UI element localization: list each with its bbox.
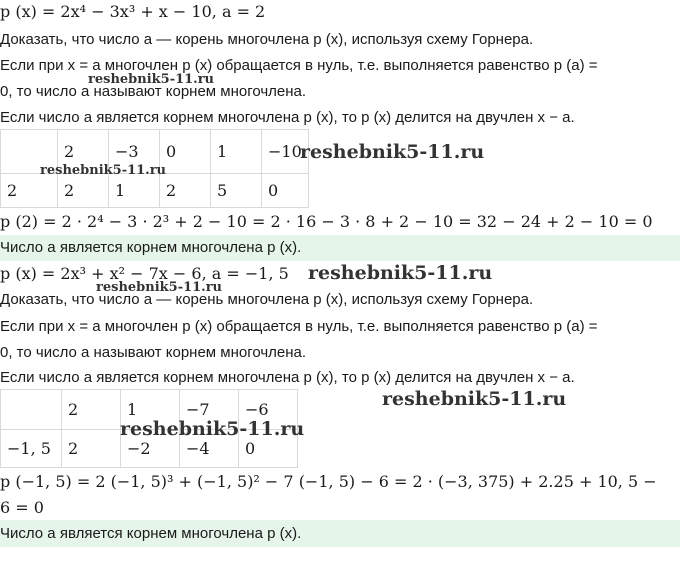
problem1-rule-line2: 0, то число a называют корнем многочлена. — [0, 83, 307, 100]
problem2-formula: p (x) = 2x³ + x² − 7x − 6, a = −1, 5 — [0, 264, 289, 283]
table-cell: −1, 5 — [1, 430, 62, 468]
table-cell: 5 — [211, 174, 262, 208]
watermark: reshebnik5-11.ru — [120, 418, 305, 440]
table-cell: 2 — [62, 430, 121, 468]
watermark: reshebnik5-11.ru — [96, 280, 223, 295]
table-cell: −7 — [180, 390, 239, 430]
problem1-rule-line1: Если при x = a многочлен p (x) обращается в нуль, т.е. выполняется равенство p (a) = — [0, 57, 598, 74]
table-cell: 1 — [211, 130, 262, 174]
problem2-check-line1: p (−1, 5) = 2 (−1, 5)³ + (−1, 5)² − 7 (−1, 5) − 6 = 2 · (−3, 375) + 2.25 + 10, 5 − — [0, 472, 657, 491]
problem2-rule-line2: 0, то число a называют корнем многочлена. — [0, 344, 307, 361]
table-cell: 2 — [58, 130, 109, 174]
table-cell: 1 — [121, 390, 180, 430]
table-cell: −3 — [109, 130, 160, 174]
problem2-task: Доказать, что число a — корень многочлена p (x), используя схему Горнера. — [0, 291, 534, 308]
problem2-divides: Если число a является корнем многочлена p (x), то p (x) делится на двучлен x − a. — [0, 369, 575, 386]
problem1-formula: p (x) = 2x⁴ − 3x³ + x − 10, a = 2 — [0, 2, 266, 21]
problem2-rule-line1: Если при x = a многочлен p (x) обращается в нуль, т.е. выполняется равенство p (a) = — [0, 318, 598, 335]
watermark: reshebnik5-11.ru — [40, 163, 167, 178]
table-cell — [1, 390, 62, 430]
problem1-check: p (2) = 2 · 2⁴ − 3 · 2³ + 2 − 10 = 2 · 16 − 3 · 8 + 2 − 10 = 32 − 24 + 2 − 10 = 0 — [0, 212, 653, 231]
watermark: reshebnik5-11.ru — [382, 388, 567, 410]
problem2-check-line2: 6 = 0 — [0, 498, 44, 517]
table-cell: 0 — [262, 174, 309, 208]
table-cell: 1 — [109, 174, 160, 208]
table-cell: −2 — [121, 430, 180, 468]
problem2-conclusion: Число a является корнем многочлена p (x). — [0, 525, 302, 542]
table-cell: 2 — [62, 390, 121, 430]
watermark: reshebnik5-11.ru — [88, 72, 215, 87]
watermark: reshebnik5-11.ru — [300, 141, 485, 163]
table-cell: 2 — [160, 174, 211, 208]
problem1-task: Доказать, что число a — корень многочлена p (x), используя схему Горнера. — [0, 31, 534, 48]
table-cell: 2 — [58, 174, 109, 208]
table-cell: −10 — [262, 130, 309, 174]
table-cell: 0 — [160, 130, 211, 174]
table-cell: −6 — [239, 390, 298, 430]
problem1-divides: Если число a является корнем многочлена p (x), то p (x) делится на двучлен x − a. — [0, 109, 575, 126]
table-cell: 0 — [239, 430, 298, 468]
problem1-conclusion: Число a является корнем многочлена p (x). — [0, 239, 302, 256]
table-cell: 2 — [1, 174, 58, 208]
watermark: reshebnik5-11.ru — [308, 262, 493, 284]
table-cell: −4 — [180, 430, 239, 468]
